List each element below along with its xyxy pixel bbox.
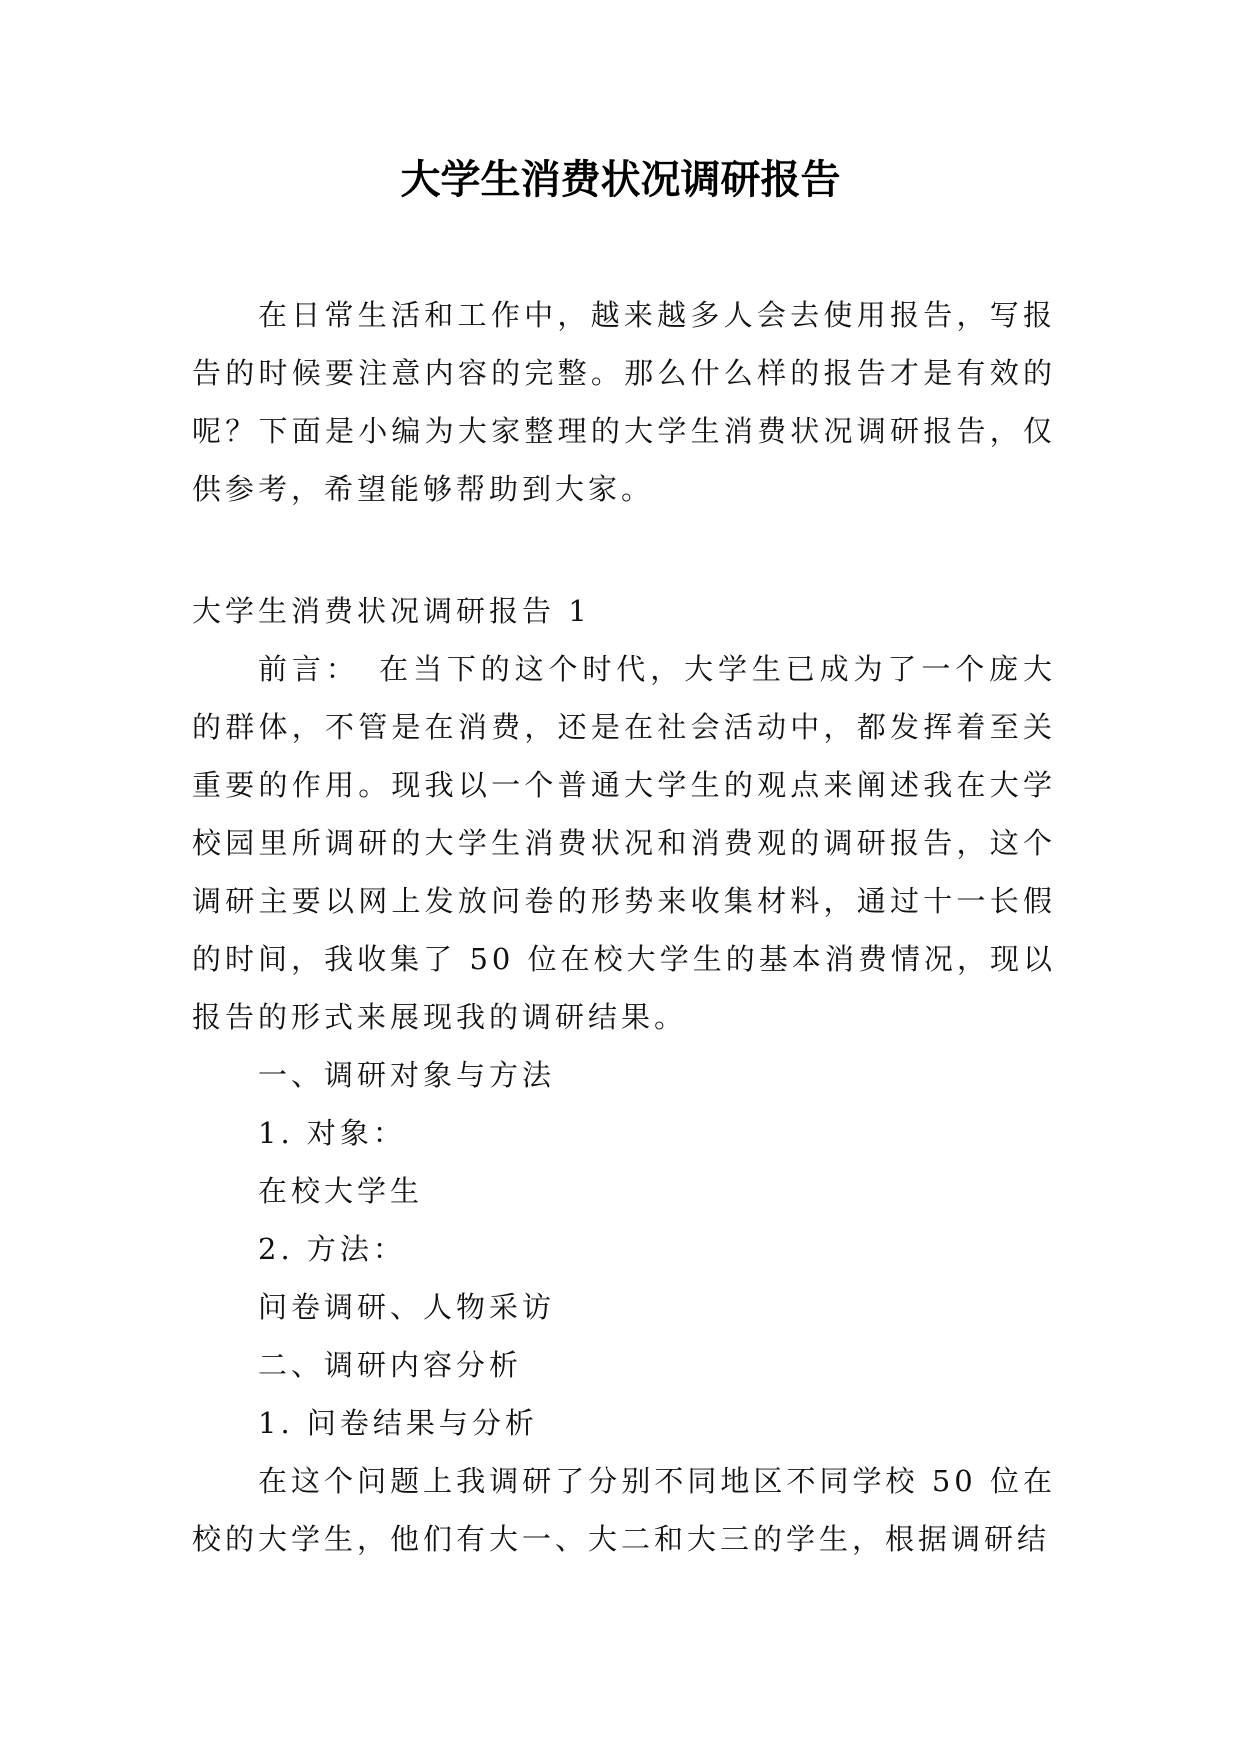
item-object-value: 在校大学生 [258,1174,424,1208]
main-content [192,582,1056,1568]
section-title: 大学生消费状况调研报告 1 [192,594,591,628]
preface-paragraph: 前言： 在当下的这个时代，大学生已成为了一个庞大的群体，不管是在消费，还是在社会活动中，都发挥着至关重要的作用。现我以一个普通大学生的观点来阐述我在大学校园里所调研的大学生消费状况和消费观的调研报告，这个调研主要以网上发放问卷的形势来收集材料，通过十一长假的时间，我收集了 50 位在校大学生的基本消费情况，现以报告的形式来展现我的调研结果。 [192,652,1056,1034]
intro-block [192,286,1056,518]
analysis-paragraph: 在这个问题上我调研了分别不同地区不同学校 50 位在校的大学生，他们有大一、大二和大三的学生，根据调研结 [192,1464,1056,1556]
item-object-label: 1. 对象： [258,1116,406,1150]
heading-content-analysis: 二、调研内容分析 [258,1348,523,1382]
document-title: 大学生消费状况调研报告 [400,157,841,203]
item-method-value: 问卷调研、人物采访 [258,1290,556,1324]
item-questionnaire-results: 1. 问卷结果与分析 [258,1406,538,1440]
intro-paragraph: 在日常生活和工作中，越来越多人会去使用报告，写报告的时候要注意内容的完整。那么什么样的报告才是有效的呢？下面是小编为大家整理的大学生消费状况调研报告，仅供参考，希望能够帮助到大家。 [192,298,1056,506]
item-method-label: 2. 方法： [258,1232,406,1266]
heading-research-object-method: 一、调研对象与方法 [258,1058,556,1092]
